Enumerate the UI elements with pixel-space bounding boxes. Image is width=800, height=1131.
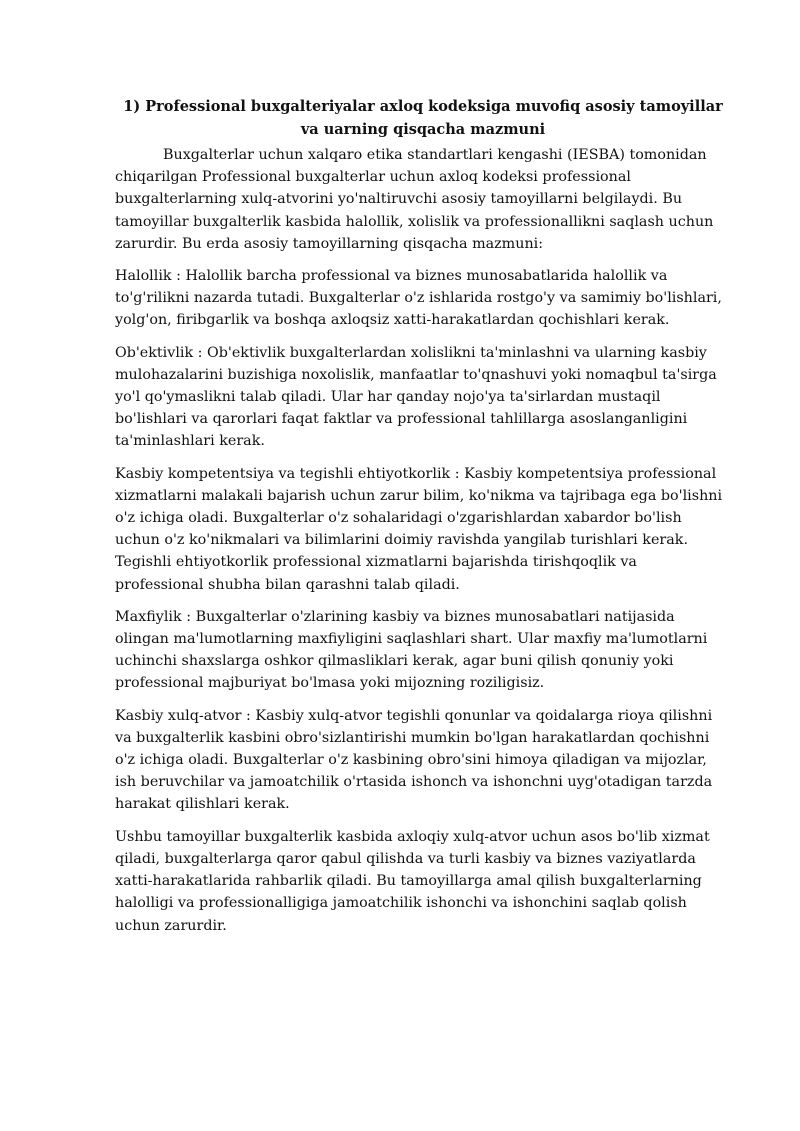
principle-confidentiality <box>115 606 725 695</box>
conclusion-paragraph: Ushbu tamoyillar buxgalterlik kasbida axloqiy xulq-atvor uchun asos bo'lib xizmat qiladi, buxgalterlarga qaror qabul qilishda va turli kasbiy va biznes vaziyatlarda xatti-harakatlarida rahbarlik qiladi. Bu tamoyillarga amal qilish buxgalterlarning halolligi va professionalligiga jamoatchilik ishonchi va ishonchini saqlab qolish uchun zarurdir. <box>115 828 710 934</box>
principle-professional-behavior <box>115 705 725 816</box>
principle-term: Maxfiylik : <box>115 608 192 625</box>
principle-text: Halollik barcha professional va biznes munosabatlarida halollik va to'g'rilikni nazarda tutadi. Buxgalterlar o'z ishlarida rostgo'y va samimiy bo'lishlari, yolg'on, firibgarlik va boshqa axloqsiz xatti-harakatlardan qochishlari kerak. <box>115 268 722 329</box>
principle-text: Kasbiy kompetentsiya professional xizmatlarni malakali bajarish uchun zarur bilim, ko'nikma va tajribaga ega bo'lishni o'z ichiga oladi. Buxgalterlar o'z sohalaridagi o'zgarishlardan xabardor bo'lish uchun o'z ko'nikmalari va bilimlarini doimiy ravishda yangilab turishlari kerak. Tegishli ehtiyotkorlik professional xizmatlarni bajarishda tirishqoqlik va professional shubha bilan qarashni talab qiladi. <box>115 465 723 593</box>
principle-text: Buxgalterlar o'zlarining kasbiy va biznes munosabatlari natijasida olingan ma'lumotlarning maxfiyligini saqlashlari shart. Ular maxfiy ma'lumotlarni uchinchi shaxslarga oshkor qilmasliklari kerak, agar buni qilish qonuniy yoki professional majburiyat bo'lmasa yoki mijozning roziligisiz. <box>115 608 708 692</box>
document-body <box>115 95 725 947</box>
principle-term: Kasbiy xulq-atvor : <box>115 707 251 724</box>
principle-term: Ob'ektivlik : <box>115 344 203 361</box>
document-title: 1) Professional buxgalteriyalar axloq kodeksiga muvofiq asosiy tamoyillar va uarning qisqacha mazmuni <box>123 98 723 138</box>
principle-term: Halollik : <box>115 268 181 285</box>
principle-text: Ob'ektivlik buxgalterlardan xolislikni ta'minlashni va ularning kasbiy mulohazalarini buzishiga noxolislik, manfaatlar to'qnashuvi yoki nomaqbul ta'sirga yo'l qo'ymaslikni talab qiladi. Ular har qanday nojo'ya ta'sirlardan mustaqil bo'lishlari va qarorlari faqat faktlar va professional tahlillarga asoslanganligini ta'minlashlari kerak. <box>115 344 717 450</box>
principle-term: Kasbiy kompetentsiya va tegishli ehtiyotkorlik : <box>115 465 460 482</box>
intro-paragraph: Buxgalterlar uchun xalqaro etika standartlari kengashi (IESBA) tomonidan chiqarilgan Professional buxgalterlar uchun axloq kodeksi professional buxgalterlarning xulq-atvorini yo'naltiruvchi asosiy tamoyillarni belgilaydi. Bu tamoyillar buxgalterlik kasbida halollik, xolislik va professionallikni saqlash uchun zarurdir. Bu erda asosiy tamoyillarning qisqacha mazmuni: <box>115 147 714 252</box>
principle-competence <box>115 463 725 596</box>
principle-integrity <box>115 265 725 332</box>
principle-text: Kasbiy xulq-atvor tegishli qonunlar va qoidalarga rioya qilishni va buxgalterlik kasbini obro'sizlantirishi mumkin bo'lgan harakatlardan qochishni o'z ichiga oladi. Buxgalterlar o'z kasbining obro'sini himoya qiladigan va mijozlar, ish beruvchilar va jamoatchilik o'rtasida ishonch va ishonchni uyg'otadigan tarzda harakat qilishlari kerak. <box>115 707 713 813</box>
principle-objectivity <box>115 342 725 453</box>
